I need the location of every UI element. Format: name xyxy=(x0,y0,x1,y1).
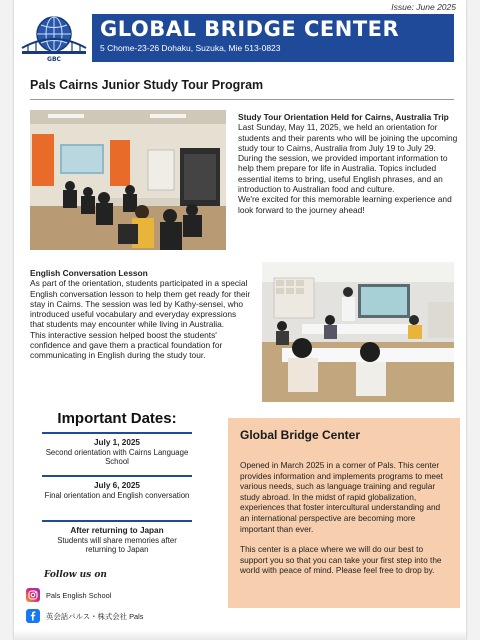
orientation-paragraph: During the session, we provided important information to help them prepare for life in Australia. Topics included essential items to bring, useful English phrases, and an introduction to Australian food and culture. xyxy=(238,153,448,195)
date-item xyxy=(42,475,192,500)
center-address: 5 Chome-23-26 Dohaku, Suzuka, Mie 513-0823 xyxy=(100,43,281,53)
date-value: July 6, 2025 xyxy=(94,481,140,490)
date-value: July 1, 2025 xyxy=(94,438,140,447)
facebook-icon xyxy=(26,609,40,623)
conversation-heading: English Conversation Lesson xyxy=(30,268,148,278)
facebook-account: 英会話パルス・株式会社 Pals xyxy=(46,611,144,621)
orientation-paragraph: We're excited for this memorable learning experience and look forward to the journey ahead! xyxy=(238,194,452,215)
orientation-article xyxy=(238,112,458,215)
issue-date: Issue: June 2025 xyxy=(391,2,456,12)
date-value: After returning to Japan xyxy=(70,526,164,535)
date-description: Second orientation with Cairns Language School xyxy=(45,447,189,467)
date-description: Final orientation and English conversation xyxy=(44,490,190,500)
logo-text: GBC xyxy=(47,56,61,62)
instagram-link[interactable] xyxy=(26,588,111,602)
section-title-bar xyxy=(30,78,454,100)
orientation-heading: Study Tour Orientation Held for Cairns, Australia Trip xyxy=(238,112,449,122)
header-banner xyxy=(92,14,454,62)
gbc-title: Global Bridge Center xyxy=(240,428,361,442)
globe-bridge-logo xyxy=(20,12,88,62)
date-description: Students will share memories after returning to Japan xyxy=(57,535,177,555)
facebook-link[interactable] xyxy=(26,609,144,623)
gbc-info-box xyxy=(228,418,460,608)
orientation-photo xyxy=(30,110,226,250)
conversation-paragraph: As part of the orientation, students participated in a special English conversation lesson to help them get ready for their stay in Cairns. The session was led by Kathy-sensei, who introduced useful vocabulary and everyday expressions that students may encounter while living in Australia. xyxy=(30,278,251,330)
instagram-icon xyxy=(26,588,40,602)
conversation-article xyxy=(30,268,252,361)
newsletter-title: GLOBAL BRIDGE CENTER xyxy=(100,17,400,41)
orientation-paragraph: Last Sunday, May 11, 2025, we held an orientation for students and their parents who will be joining the upcoming study tour to Cairns, Australia from July 19 to July 29. xyxy=(238,122,458,153)
date-item xyxy=(42,432,192,467)
gbc-paragraph: Opened in March 2025 in a corner of Pals. This center provides information and implements programs to meet various needs, such as language training and regular study abroad. In the midst of rapid globalization, experiences that foster intercultural understanding and an international perspective are becoming more important than ever. xyxy=(240,460,443,534)
program-title: Pals Cairns Junior Study Tour Program xyxy=(30,78,264,92)
date-item xyxy=(42,520,192,555)
newsletter-page xyxy=(14,0,466,640)
instagram-account: Pals English School xyxy=(46,590,112,600)
conversation-lesson-photo xyxy=(262,262,454,402)
conversation-paragraph: This interactive session helped boost the students' confidence and gave them a practical foundation for communicating in English during the study tour. xyxy=(30,329,223,361)
follow-us-label: Follow us on xyxy=(44,570,107,580)
important-dates-title: Important Dates: xyxy=(57,410,177,427)
gbc-paragraph: This center is a place where we will do our best to support you so that you can take your first step into the world with peace of mind. Please feel free to drop by. xyxy=(240,544,442,576)
page-bottom-edge xyxy=(14,630,466,640)
